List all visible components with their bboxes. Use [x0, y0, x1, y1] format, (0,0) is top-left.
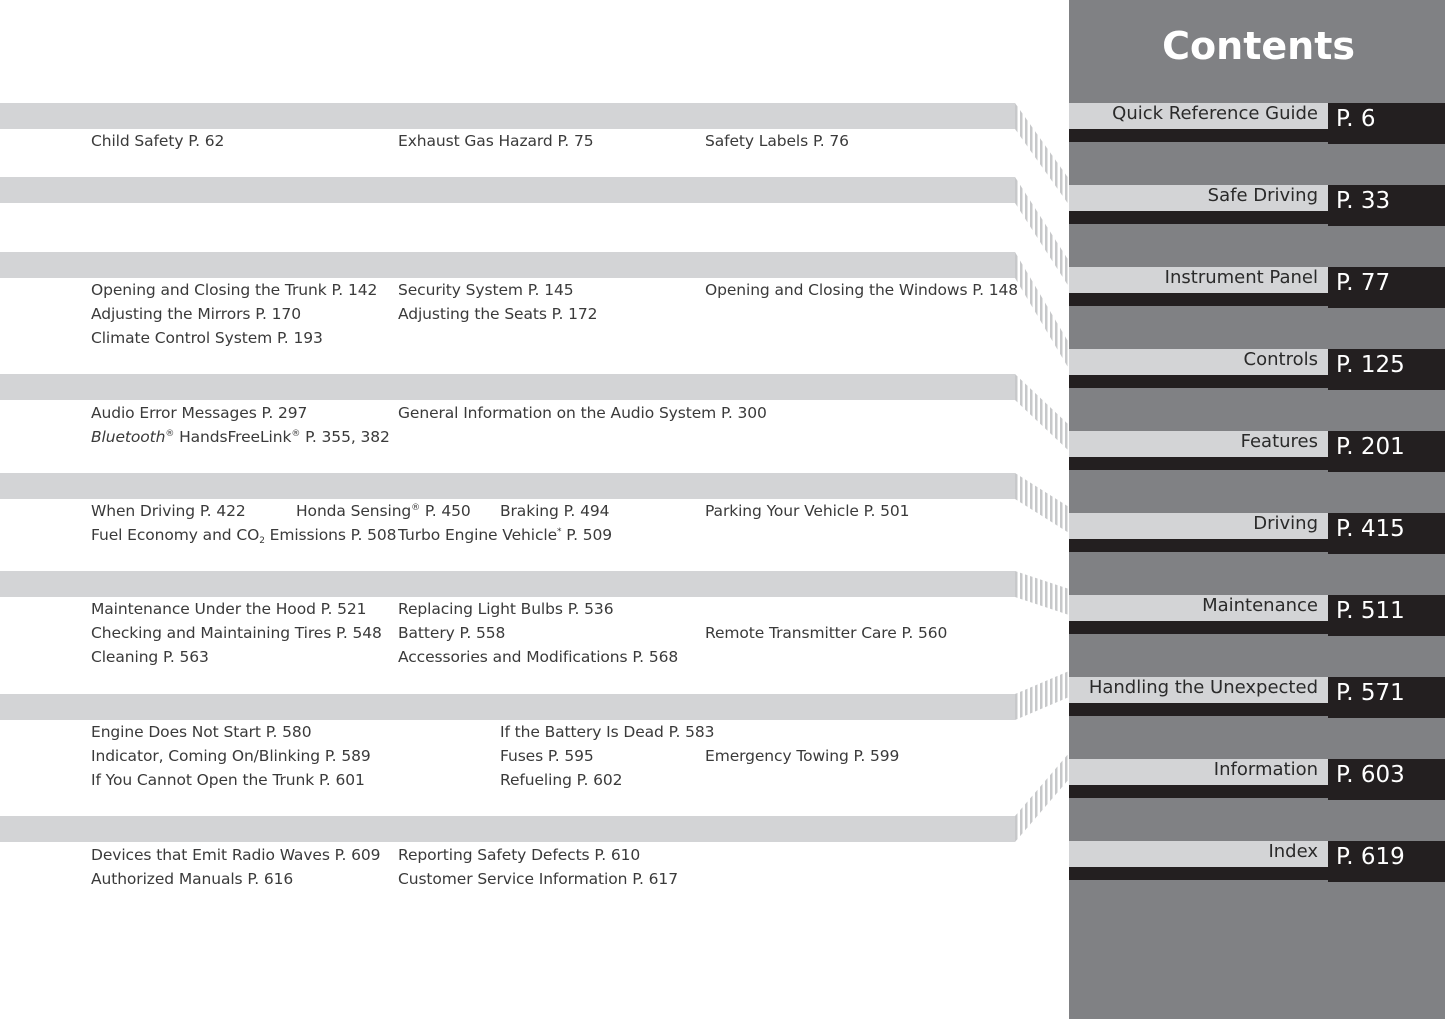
toc-entry[interactable] — [91, 328, 323, 348]
entry-page: P. 589 — [324, 747, 371, 765]
entry-page: P. 595 — [547, 747, 594, 765]
entry-title: HandsFreeLink — [174, 428, 292, 446]
entry-page: P. 583 — [668, 723, 715, 741]
toc-entry[interactable] — [91, 403, 307, 423]
entry-title: Safety Labels — [705, 132, 809, 150]
toc-entry[interactable] — [398, 845, 640, 865]
entry-title: Emergency Towing — [705, 747, 849, 765]
entry-title: Turbo Engine Vehicle — [398, 526, 558, 544]
toc-entry[interactable] — [91, 746, 371, 766]
entry-page: P. 560 — [901, 624, 948, 642]
toc-entry[interactable] — [705, 131, 849, 151]
asterisk-mark: * — [557, 527, 562, 537]
toc-entry[interactable] — [91, 647, 209, 667]
entry-title: Maintenance Under the Hood — [91, 600, 316, 618]
entry-title: Fuses — [500, 747, 544, 765]
subscript: 2 — [259, 536, 265, 546]
toc-entry[interactable] — [398, 647, 678, 667]
tab-page-number[interactable]: P. 6 — [1336, 106, 1376, 132]
entry-title: Audio Error Messages — [91, 404, 257, 422]
entry-page: P. 563 — [163, 648, 209, 666]
entry-title: Adjusting the Mirrors — [91, 305, 251, 323]
toc-entry[interactable] — [91, 722, 311, 742]
entry-title: Engine Does Not Start — [91, 723, 261, 741]
tab-page-number[interactable]: P. 33 — [1336, 188, 1391, 214]
toc-entry[interactable] — [398, 280, 574, 300]
entry-title: Opening and Closing the Windows — [705, 281, 968, 299]
toc-entry[interactable] — [398, 525, 612, 545]
entry-page: P. 609 — [334, 846, 381, 864]
entry-title: Refueling — [500, 771, 572, 789]
entry-title-italic: Bluetooth — [91, 428, 166, 446]
toc-entry[interactable] — [91, 770, 365, 790]
tab-label[interactable]: Quick Reference Guide — [1112, 103, 1318, 124]
toc-entry[interactable] — [91, 304, 301, 324]
tab-underline — [1069, 539, 1328, 552]
entry-page: P. 501 — [863, 502, 910, 520]
toc-entry[interactable] — [398, 599, 613, 619]
toc-entry[interactable] — [91, 845, 380, 865]
toc-entry[interactable] — [91, 131, 224, 151]
toc-entry[interactable] — [91, 869, 293, 889]
entry-page: P. 355, 382 — [305, 428, 390, 446]
toc-entry[interactable] — [398, 403, 767, 423]
toc-entry[interactable] — [705, 746, 899, 766]
toc-entry[interactable] — [398, 304, 597, 324]
entry-title: Accessories and Modifications — [398, 648, 628, 666]
page-title: Contents — [1162, 24, 1355, 68]
tab-page-number[interactable]: P. 201 — [1336, 434, 1405, 460]
toc-entry[interactable] — [91, 623, 382, 643]
registered-mark: ® — [411, 503, 421, 513]
tab-label[interactable]: Safe Driving — [1207, 185, 1318, 206]
entry-title: Security System — [398, 281, 523, 299]
toc-entry[interactable] — [91, 280, 377, 300]
toc-entry[interactable] — [705, 623, 947, 643]
toc-entry[interactable] — [398, 131, 593, 151]
entry-title-cont: Emissions — [264, 526, 346, 544]
toc-entry[interactable] — [500, 501, 609, 521]
entry-title: Fuel Economy and CO — [91, 526, 260, 544]
registered-mark: ® — [165, 429, 175, 439]
entry-title: General Information on the Audio System — [398, 404, 717, 422]
entry-title: Battery — [398, 624, 455, 642]
toc-entry[interactable] — [398, 623, 505, 643]
toc-entry[interactable] — [705, 501, 909, 521]
entry-title: Parking Your Vehicle — [705, 502, 859, 520]
tab-underline — [1069, 211, 1328, 224]
entry-title: If the Battery Is Dead — [500, 723, 664, 741]
entry-page: P. 599 — [853, 747, 900, 765]
toc-entry[interactable] — [91, 599, 366, 619]
entry-page: P. 172 — [551, 305, 598, 323]
toc-entry[interactable] — [500, 746, 594, 766]
entry-title: Remote Transmitter Care — [705, 624, 897, 642]
toc-entry[interactable] — [91, 427, 390, 447]
entry-title: Devices that Emit Radio Waves — [91, 846, 330, 864]
tab-label[interactable]: Handling the Unexpected — [1088, 677, 1318, 698]
entry-title: Honda Sensing — [296, 502, 412, 520]
entry-page: P. 422 — [199, 502, 246, 520]
tab-underline — [1069, 129, 1328, 142]
entry-title: Reporting Safety Defects — [398, 846, 590, 864]
entry-title: Climate Control System — [91, 329, 273, 347]
entry-title: If You Cannot Open the Trunk — [91, 771, 315, 789]
tab-label[interactable]: Features — [1240, 431, 1318, 452]
tab-underline — [1069, 621, 1328, 634]
tab-page-number[interactable]: P. 603 — [1336, 762, 1405, 788]
entry-title: Braking — [500, 502, 559, 520]
toc-entry[interactable] — [705, 280, 1018, 300]
toc-entry[interactable] — [500, 770, 622, 790]
entry-page: P. 568 — [632, 648, 679, 666]
tab-label[interactable]: Instrument Panel — [1164, 267, 1318, 288]
entry-title: Adjusting the Seats — [398, 305, 547, 323]
entry-page: P. 508 — [350, 526, 397, 544]
tab-page-number[interactable]: P. 619 — [1336, 844, 1405, 870]
entry-page: P. 145 — [527, 281, 574, 299]
tab-label[interactable]: Maintenance — [1202, 595, 1318, 616]
toc-entry[interactable] — [91, 501, 246, 521]
entry-page: P. 617 — [632, 870, 678, 888]
entry-page: P. 580 — [265, 723, 312, 741]
entry-title: Cleaning — [91, 648, 159, 666]
toc-entry[interactable] — [91, 525, 396, 545]
entry-title: Replacing Light Bulbs — [398, 600, 563, 618]
entry-page: P. 450 — [424, 502, 471, 520]
toc-entry[interactable] — [500, 722, 714, 742]
entry-page: P. 62 — [188, 132, 225, 150]
entry-page: P. 558 — [459, 624, 506, 642]
entry-page: P. 300 — [720, 404, 767, 422]
tab-underline — [1069, 375, 1328, 388]
entry-page: P. 616 — [247, 870, 294, 888]
tab-underline — [1069, 293, 1328, 306]
entry-page: P. 148 — [972, 281, 1019, 299]
entry-page: P. 142 — [331, 281, 378, 299]
entry-page: P. 75 — [557, 132, 594, 150]
entry-title: When Driving — [91, 502, 195, 520]
entry-page: P. 536 — [567, 600, 614, 618]
entry-title: Checking and Maintaining Tires — [91, 624, 332, 642]
entry-title: Authorized Manuals — [91, 870, 243, 888]
tab-page-number[interactable]: P. 415 — [1336, 516, 1405, 542]
entry-page: P. 610 — [594, 846, 641, 864]
entry-page: P. 602 — [576, 771, 623, 789]
entry-page: P. 76 — [812, 132, 849, 150]
registered-mark: ® — [291, 429, 301, 439]
tab-label[interactable]: Index — [1268, 841, 1318, 862]
entry-title: Indicator, Coming On/Blinking — [91, 747, 321, 765]
entry-title: Opening and Closing the Trunk — [91, 281, 327, 299]
toc-entry[interactable] — [296, 501, 471, 521]
tab-label[interactable]: Information — [1213, 759, 1318, 780]
tab-underline — [1069, 867, 1328, 880]
entry-page: P. 193 — [276, 329, 323, 347]
tab-label[interactable]: Driving — [1253, 513, 1318, 534]
tab-page-number[interactable]: P. 511 — [1336, 598, 1405, 624]
tab-underline — [1069, 785, 1328, 798]
entry-title: Exhaust Gas Hazard — [398, 132, 553, 150]
entry-page: P. 494 — [563, 502, 610, 520]
entry-page: P. 548 — [336, 624, 382, 642]
toc-entry[interactable] — [398, 869, 678, 889]
entry-page: P. 170 — [255, 305, 301, 323]
entry-page: P. 601 — [318, 771, 365, 789]
tab-label[interactable]: Controls — [1243, 349, 1318, 370]
tab-page-number[interactable]: P. 571 — [1336, 680, 1405, 706]
entry-title: Child Safety — [91, 132, 184, 150]
tab-page-number[interactable]: P. 77 — [1336, 270, 1391, 296]
tab-underline — [1069, 703, 1328, 716]
entry-title: Customer Service Information — [398, 870, 628, 888]
tab-underline — [1069, 457, 1328, 470]
tab-page-number[interactable]: P. 125 — [1336, 352, 1405, 378]
entry-page: P. 509 — [566, 526, 613, 544]
entry-page: P. 297 — [261, 404, 308, 422]
entry-page: P. 521 — [320, 600, 367, 618]
